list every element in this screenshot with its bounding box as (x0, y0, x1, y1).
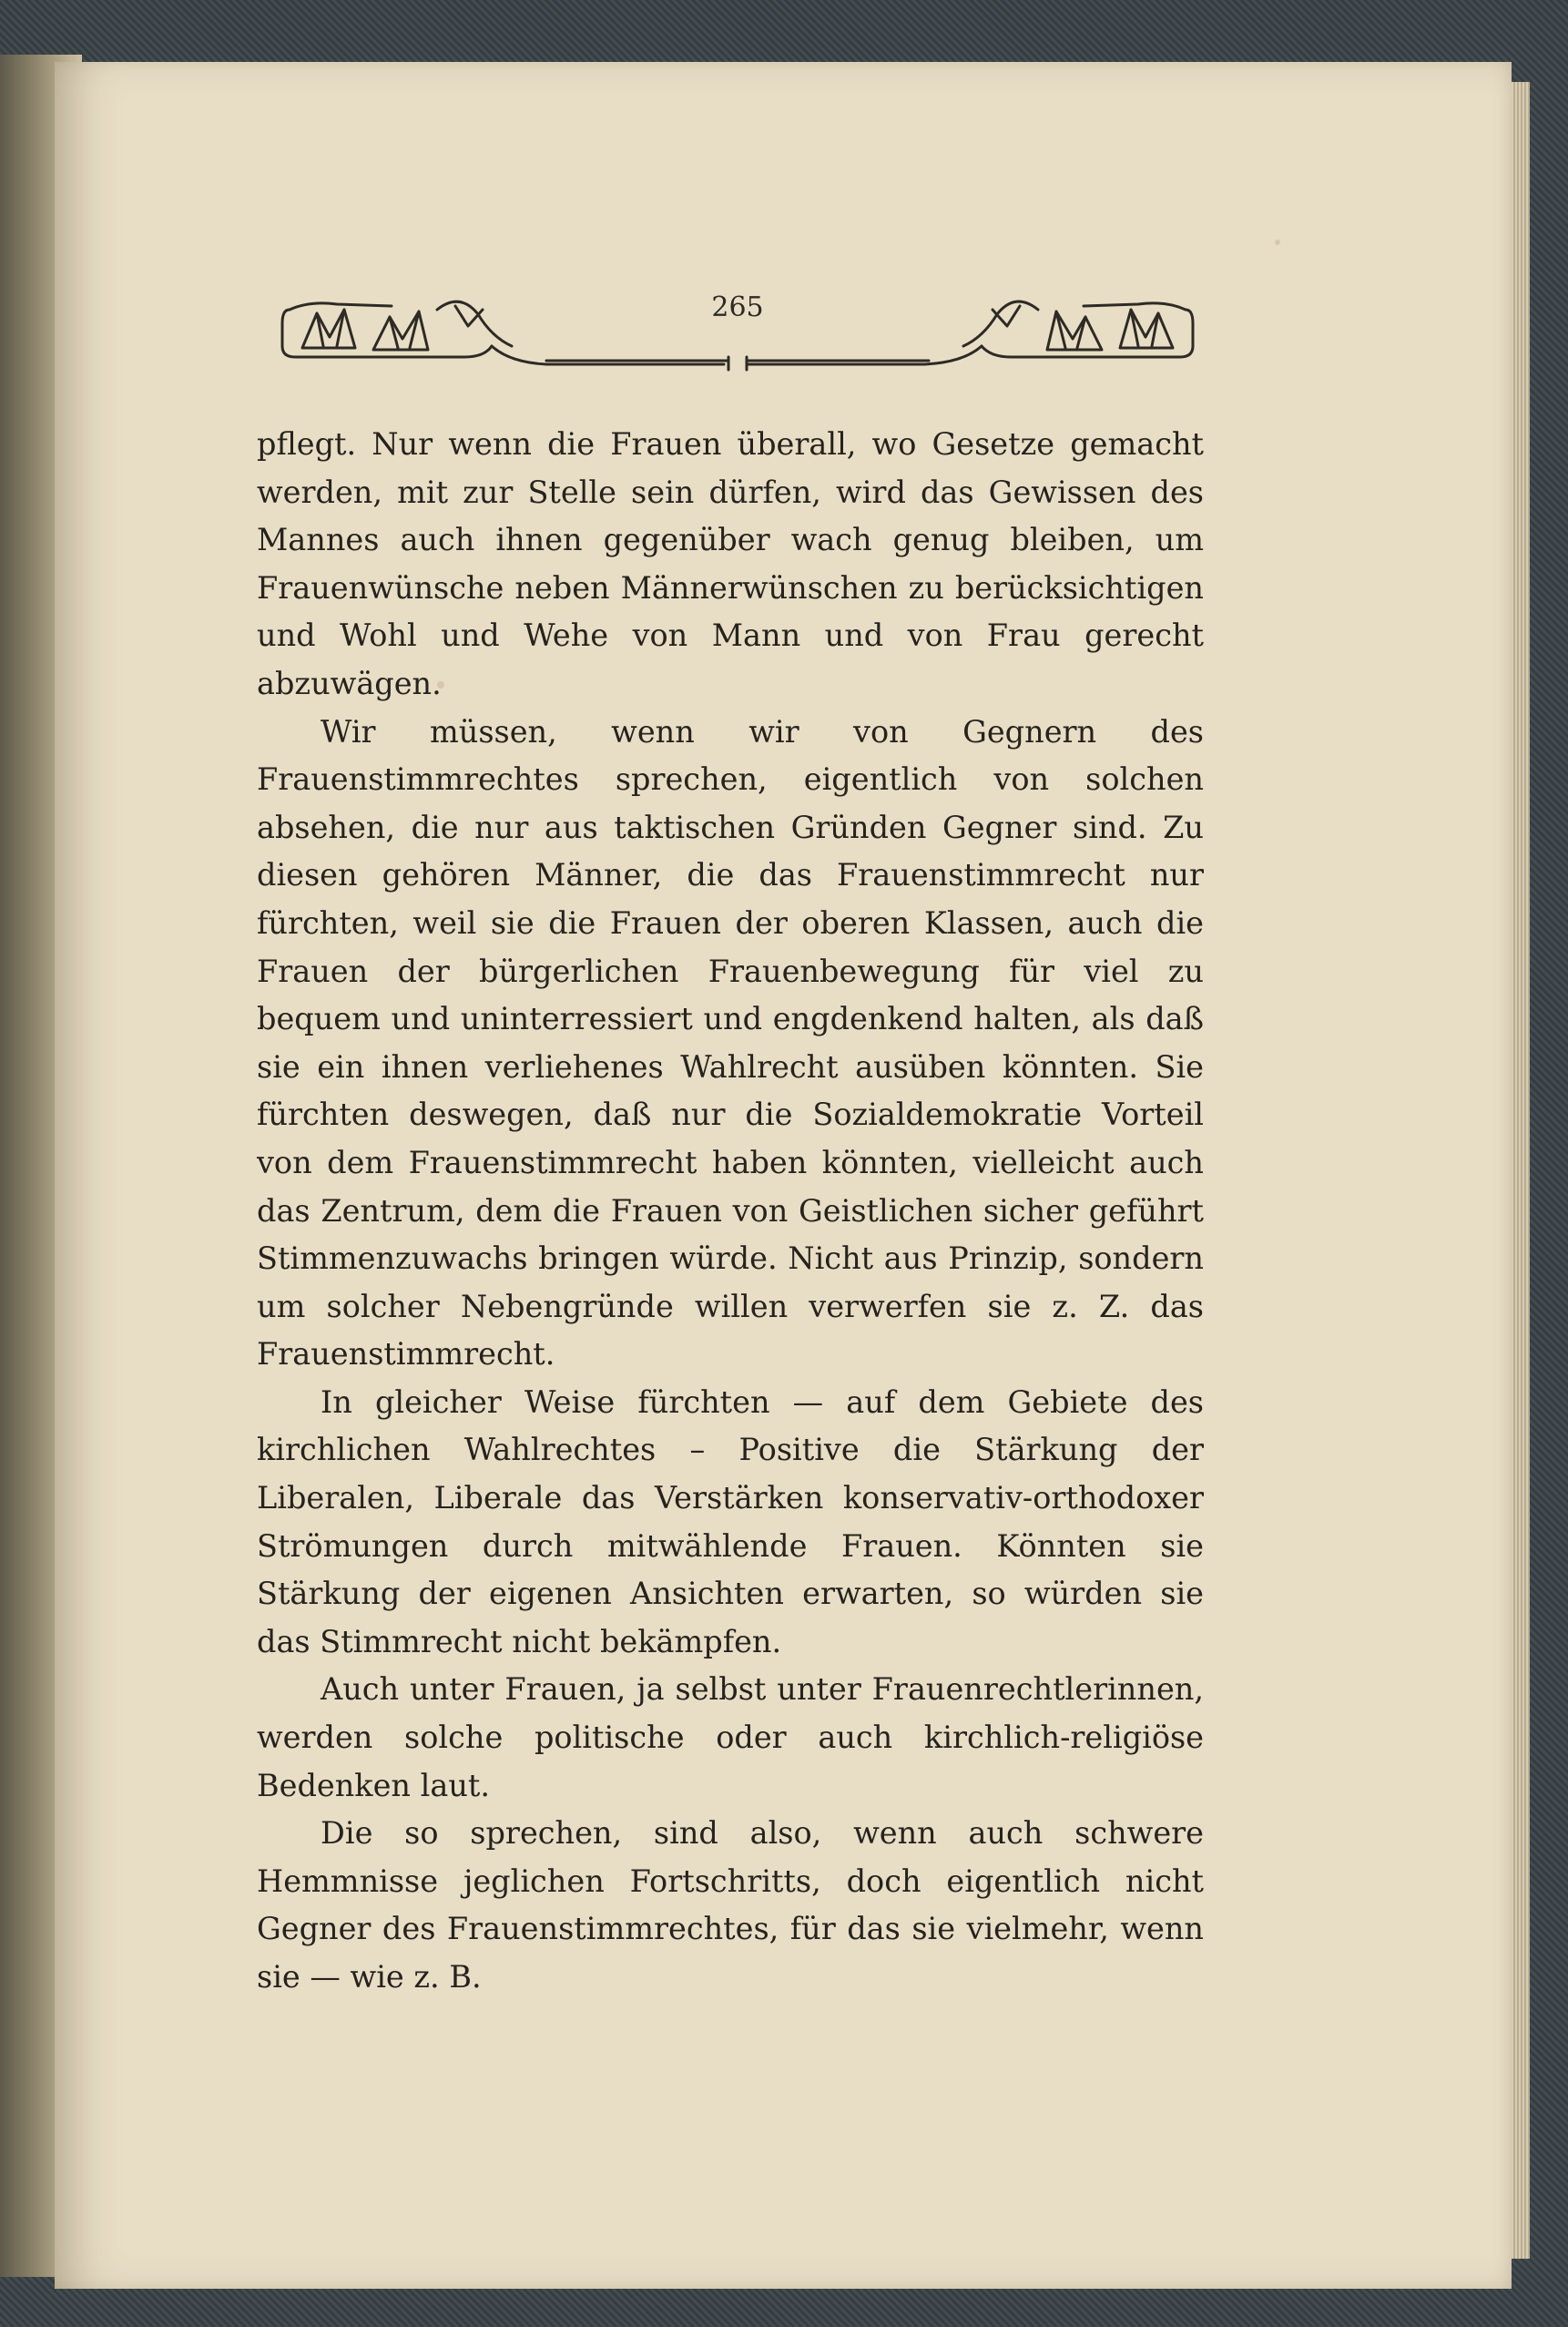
page-header (273, 273, 1202, 383)
body-text (257, 421, 1204, 2002)
ivy-ornament-icon (273, 273, 1202, 383)
paragraph: In gleicher Weise fürchten — auf dem Gebiete des kirchlichen Wahlrechtes – Positive die Stärkung der Liberalen, Liberale das Verstärken konservativ-orthodoxer Strömungen durch mitwählende Frauen. Könnten sie Stärkung der eigenen Ansichten erwarten, so würden sie das Stimmrecht nicht bekämpfen. (257, 1383, 1204, 1659)
paragraph: Die so sprechen, sind also, wenn auch schwere Hemmnisse jeglichen Fortschritts, doch eigentlich nicht Gegner des Frauenstimmrechtes, für das sie vielmehr, wenn sie — wie z. B. (257, 1815, 1204, 1995)
paragraph: pflegt. Nur wenn die Frauen überall, wo Gesetze gemacht werden, mit zur Stelle sein dürfen, wird das Gewissen des Mannes auch ihnen gegenüber wach genug bleiben, um Frauenwünsche neben Männerwünschen zu berücksichtigen und Wohl und Wehe von Mann und von Frau gerecht abzuwägen. (257, 426, 1204, 701)
paragraph: Auch unter Frauen, ja selbst unter Frauenrechtlerinnen, werden solche politische oder auch kirchlich-religiöse Bedenken laut. (257, 1671, 1204, 1803)
paper-spot (1275, 240, 1280, 245)
paragraph: Wir müssen, wenn wir von Gegnern des Frauenstimmrechtes sprechen, eigentlich von solchen absehen, die nur aus taktischen Gründen Gegner sind. Zu diesen gehören Männer, die das Frauenstimmrecht nur fürchten, weil sie die Frauen der oberen Klassen, auch die Frauen der bürgerlichen Frauenbewegung für viel zu bequem und uninterressiert und engdenkend halten, als daß sie ein ihnen verliehenes Wahlrecht ausüben könnten. Sie fürchten deswegen, daß nur die Sozialdemokratie Vorteil von dem Frauenstimmrecht haben könnten, vielleicht auch das Zentrum, dem die Frauen von Geistlichen sicher geführt Stimmenzuwachs bringen würde. Nicht aus Prinzip, sondern um solcher Nebengründe willen verwerfen sie z. Z. das Frauenstimmrecht. (257, 713, 1204, 1373)
page-number: 265 (711, 291, 764, 323)
